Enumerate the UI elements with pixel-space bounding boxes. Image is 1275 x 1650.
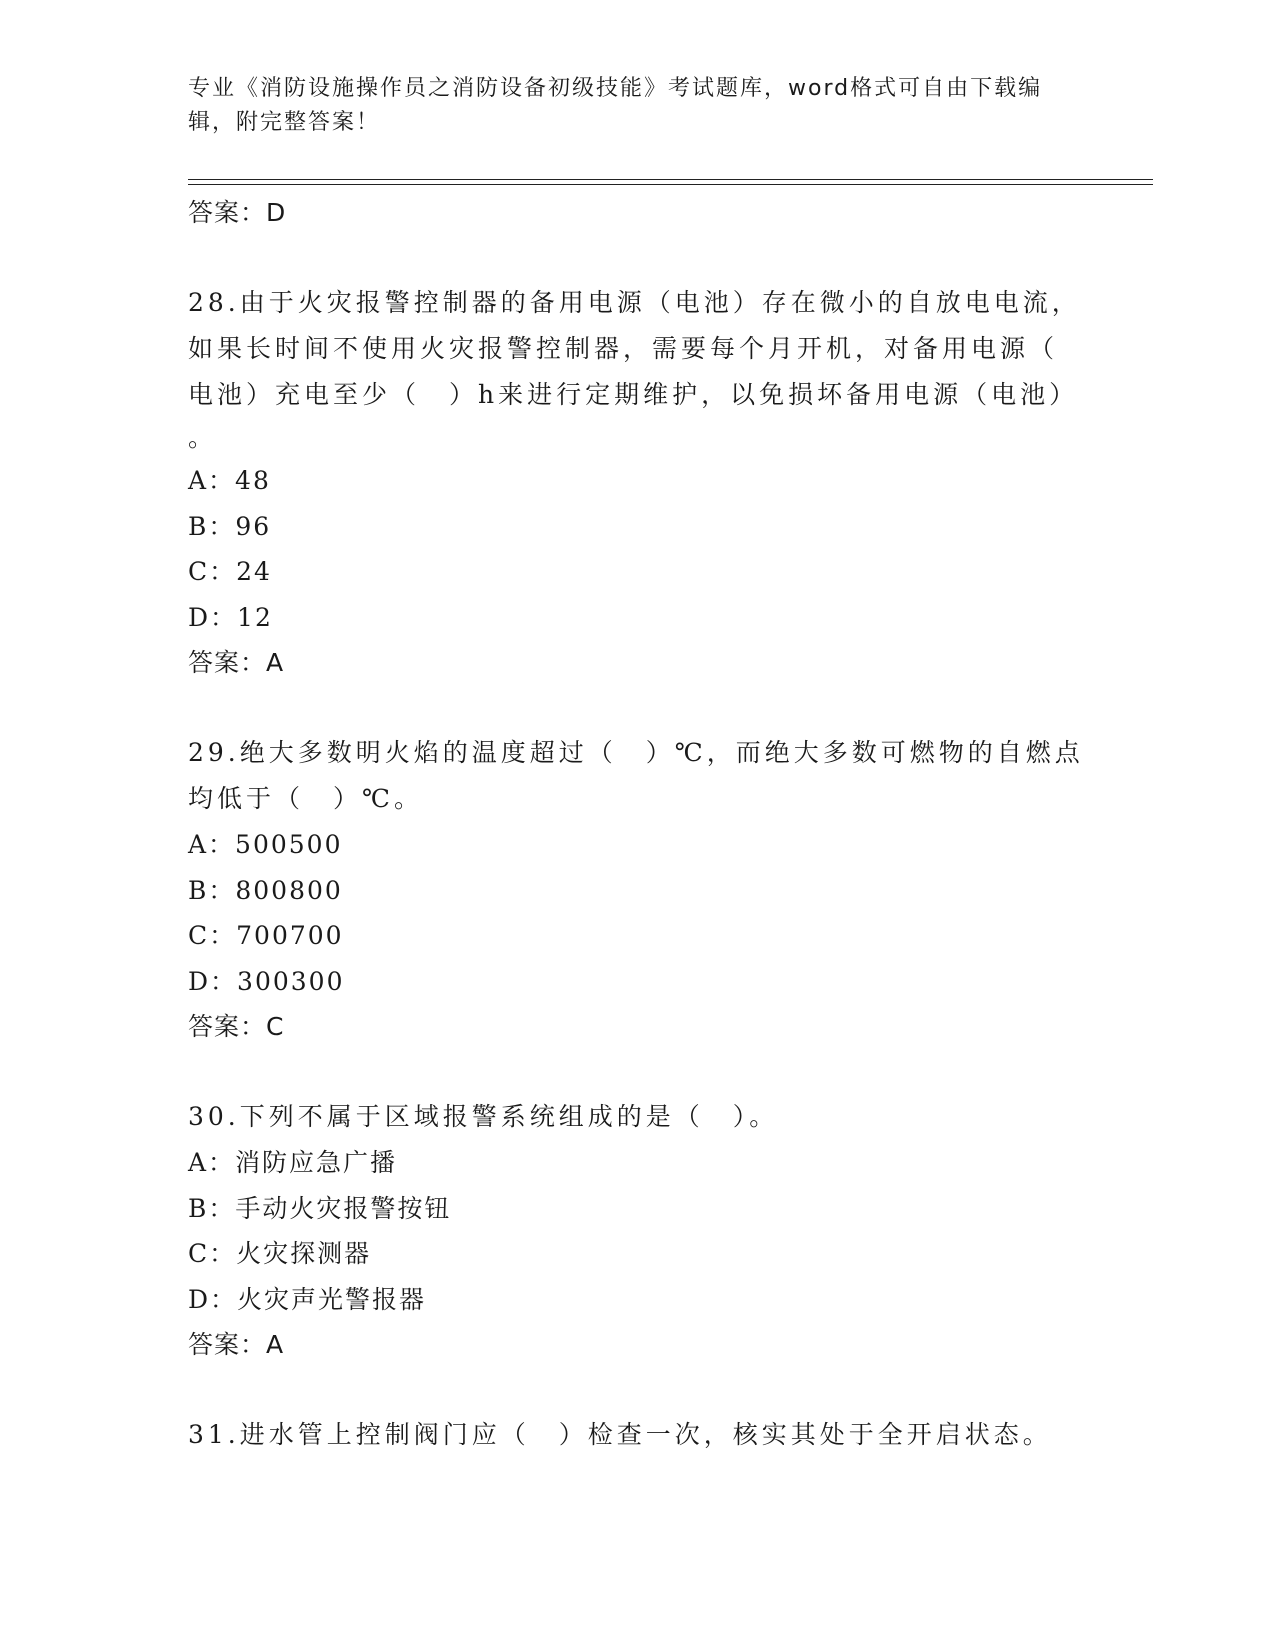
question-30-answer: 答案：A <box>188 1330 285 1359</box>
previous-answer: 答案：D <box>188 198 287 227</box>
question-28-line-1: 28.由于火灾报警控制器的备用电源（电池）存在微小的自放电电流， <box>188 288 1081 317</box>
question-30-option-c: C：火灾探测器 <box>188 1239 372 1268</box>
question-30-option-b: B：手动火灾报警按钮 <box>188 1193 452 1223</box>
question-29 <box>188 730 1088 1050</box>
question-28-option-b: B：96 <box>188 511 272 541</box>
header-divider-top <box>188 179 1153 180</box>
header-line-2: 辑，附完整答案！ <box>188 110 381 135</box>
question-31 <box>188 1412 1088 1458</box>
question-30-line-1: 30.下列不属于区域报警系统组成的是（ ）。 <box>188 1102 779 1131</box>
question-28-option-c: C：24 <box>188 557 272 586</box>
header-line-1: 专业《消防设施操作员之消防设备初级技能》考试题库，word格式可自由下载编 <box>188 76 1043 101</box>
question-28-line-4: 。 <box>188 423 218 452</box>
question-30-option-d: D：火灾声光警报器 <box>188 1284 427 1314</box>
question-28-line-3: 电池）充电至少（ ）h来进行定期维护，以免损坏备用电源（电池） <box>188 380 1079 409</box>
question-28-option-a: A：48 <box>188 466 271 495</box>
question-29-option-c: C：700700 <box>188 921 344 950</box>
question-28 <box>188 280 1088 686</box>
question-29-option-b: B：800800 <box>188 875 343 905</box>
question-29-line-2: 均低于（ ）℃。 <box>188 784 423 813</box>
question-28-answer: 答案：A <box>188 648 285 677</box>
question-29-line-1: 29.绝大多数明火焰的温度超过（ ）℃，而绝大多数可燃物的自燃点 <box>188 738 1084 767</box>
question-29-answer: 答案：C <box>188 1012 285 1041</box>
question-30 <box>188 1094 1088 1368</box>
question-30-option-a: A：消防应急广播 <box>188 1148 398 1177</box>
question-28-line-2: 如果长时间不使用火灾报警控制器，需要每个月开机，对备用电源（ <box>188 334 1059 363</box>
question-29-option-d: D：300300 <box>188 966 345 996</box>
question-list <box>188 190 1088 1458</box>
question-28-option-d: D：12 <box>188 602 273 632</box>
question-31-line-1: 31.进水管上控制阀门应（ ）检查一次，核实其处于全开启状态。 <box>188 1420 1052 1449</box>
question-29-option-a: A：500500 <box>188 830 343 859</box>
header-divider-bottom <box>188 184 1153 185</box>
document-header <box>188 72 1088 140</box>
